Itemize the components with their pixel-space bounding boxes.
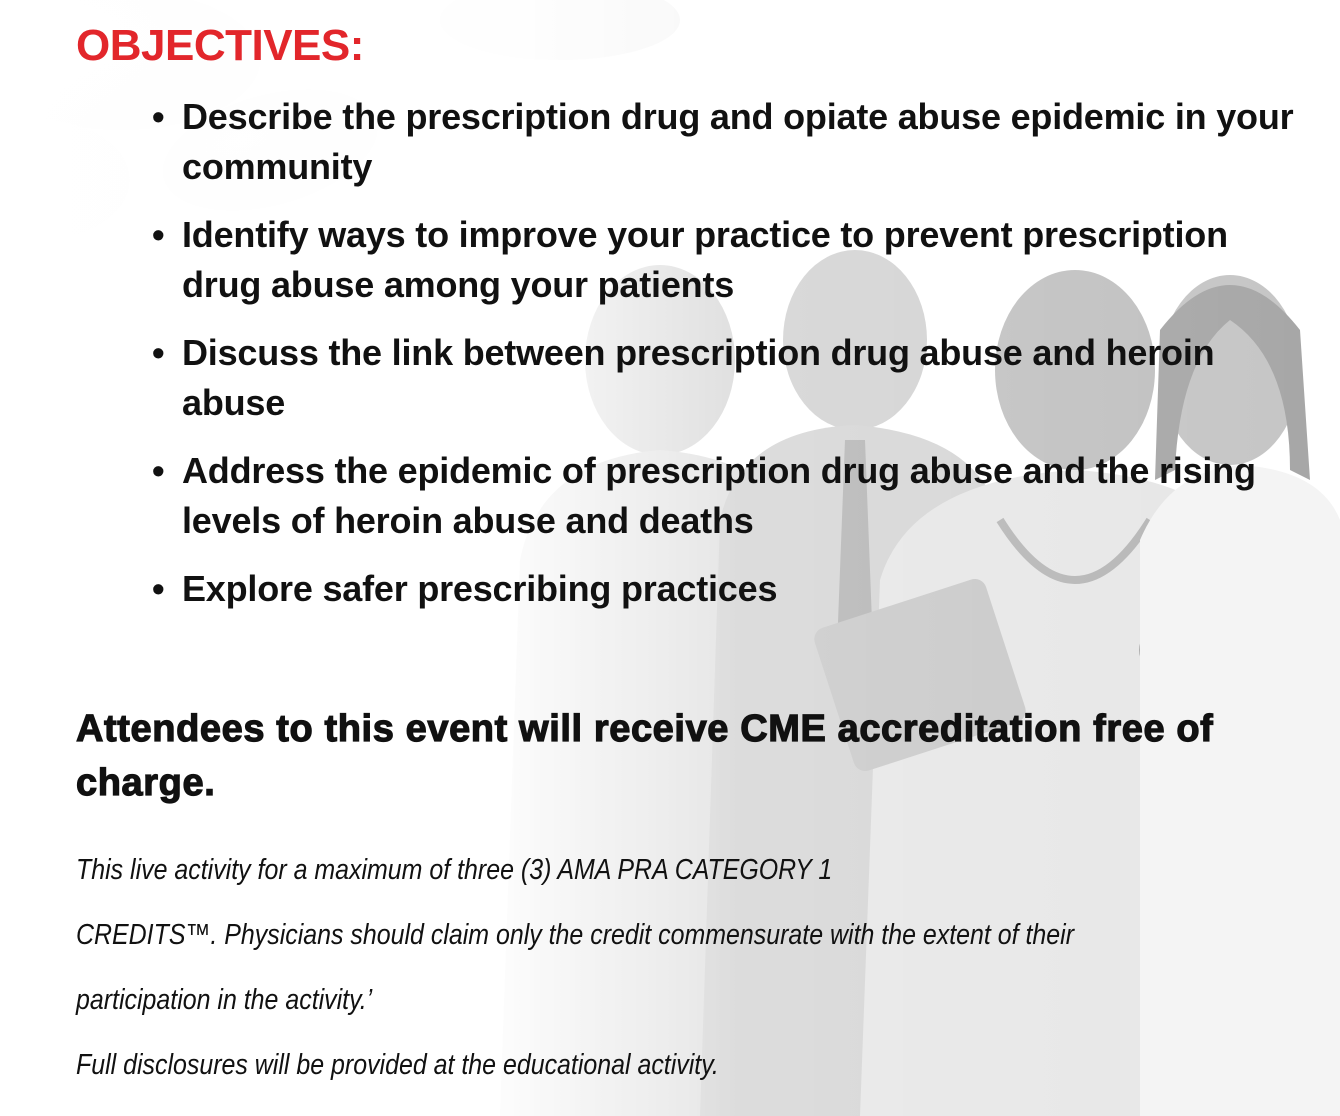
objective-text: Describe the prescription drug and opiate abuse epidemic in your community bbox=[182, 96, 1294, 187]
fine-print-line: This live activity for a maximum of three (3) AMA PRA CATEGORY 1 bbox=[76, 854, 833, 886]
objective-item bbox=[150, 210, 1300, 310]
fine-print-line: participation in the activity.’ bbox=[76, 984, 373, 1016]
cme-statement: Attendees to this event will receive CME accreditation free of charge. bbox=[76, 708, 1214, 804]
objective-text: Address the epidemic of prescription drug abuse and the rising levels of heroin abuse and deaths bbox=[182, 450, 1256, 541]
objective-item bbox=[150, 328, 1300, 428]
objective-item bbox=[150, 564, 1300, 614]
objective-text: Identify ways to improve your practice to prevent prescription drug abuse among your patients bbox=[182, 214, 1228, 305]
bullet-icon: • bbox=[152, 568, 165, 609]
objective-item bbox=[150, 92, 1300, 192]
bullet-icon: • bbox=[152, 332, 165, 373]
objectives-list bbox=[150, 92, 1300, 632]
bullet-icon: • bbox=[152, 214, 165, 255]
bullet-icon: • bbox=[152, 96, 165, 137]
fine-print-line: CREDITS™. Physicians should claim only the credit commensurate with the extent of their bbox=[76, 919, 1075, 951]
bullet-icon: • bbox=[152, 450, 165, 491]
fine-print-line: Full disclosures will be provided at the educational activity. bbox=[76, 1049, 719, 1081]
objective-item bbox=[150, 446, 1300, 546]
objective-text: Explore safer prescribing practices bbox=[182, 568, 778, 609]
objectives-heading: OBJECTIVES: bbox=[76, 21, 364, 70]
objective-text: Discuss the link between prescription drug abuse and heroin abuse bbox=[182, 332, 1215, 423]
accreditation-fine-print bbox=[76, 838, 1280, 1098]
